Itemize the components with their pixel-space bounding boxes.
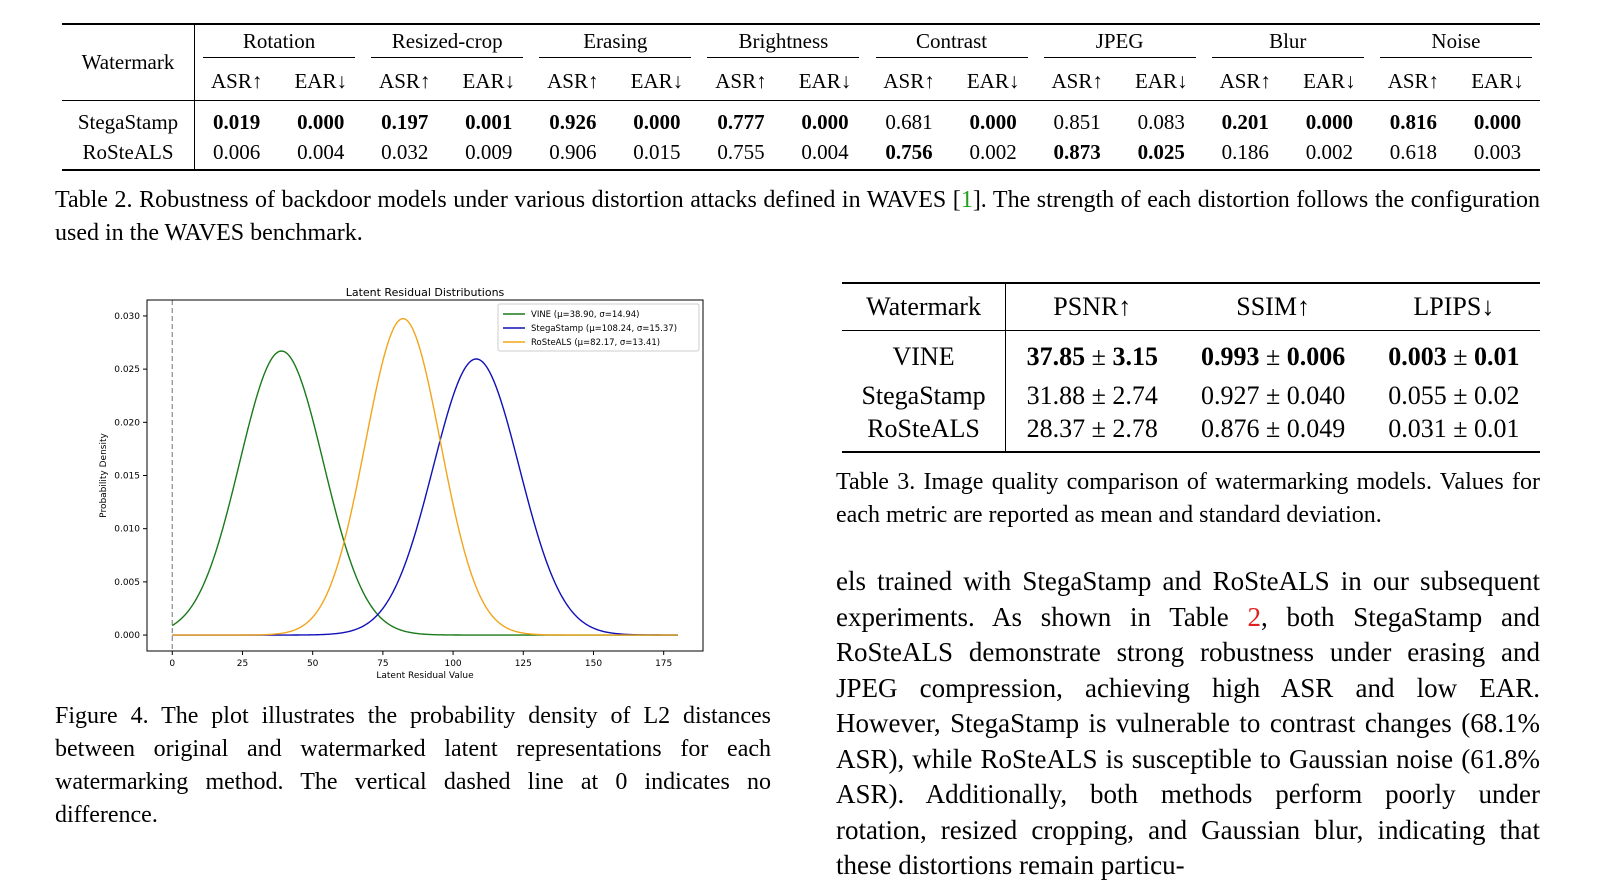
attack-name: Erasing: [539, 29, 691, 58]
x-axis-label: Latent Residual Value: [376, 671, 474, 681]
x-tick-label: 125: [514, 659, 532, 669]
table-cell: 0.926: [531, 101, 614, 140]
table-row: [842, 412, 1540, 452]
table-cell: 0.001: [446, 101, 531, 140]
attack-name: Blur: [1212, 29, 1364, 58]
cell-mean: 0.003: [1388, 342, 1454, 371]
cell-pm: ±: [1265, 342, 1281, 371]
row-label: StegaStamp: [62, 101, 195, 140]
table-cell: 0.004: [783, 139, 868, 170]
attack-group-header: [195, 24, 364, 62]
table-row: [62, 139, 1540, 170]
table-cell: 0.000: [614, 101, 699, 140]
table-cell: 28.37 ± 2.78: [1006, 412, 1179, 452]
metric-header: EAR↓: [294, 68, 347, 93]
table-reference-link[interactable]: 2: [1247, 601, 1262, 632]
table-cell: 0.002: [951, 139, 1036, 170]
row-label: RoSteALS: [842, 412, 1006, 452]
table-cell: [1368, 331, 1540, 380]
x-tick-label: 175: [655, 659, 673, 669]
table-cell: 0.006: [195, 139, 279, 170]
table-subheader-row: [62, 62, 1540, 101]
row-label: RoSteALS: [62, 139, 195, 170]
table-cell: 0.851: [1036, 101, 1119, 140]
table-cell: 0.015: [614, 139, 699, 170]
caption-text: Table 2. Robustness of backdoor models under various distortion attacks defined in WAVES [: [55, 187, 961, 213]
series-line-0: [172, 351, 677, 635]
paragraph-text: els trained with StegaStamp and RoSteALS in our subsequent experiments. As shown in Table: [836, 566, 1540, 632]
table-cell: 0.777: [699, 101, 782, 140]
cell-std: 0.006: [1280, 342, 1346, 371]
table-cell: 0.000: [1287, 101, 1372, 140]
plot-frame: [147, 300, 703, 651]
table-cell: 0.019: [195, 101, 279, 140]
metric-header: EAR↓: [462, 68, 516, 93]
table-cell: 0.618: [1372, 139, 1455, 170]
table-cell: 0.197: [363, 101, 446, 140]
cell-pm: ±: [1091, 342, 1106, 371]
metric-header: ASR↑: [195, 62, 279, 101]
y-tick-label: 0.020: [114, 418, 140, 429]
table-cell: 0.000: [278, 101, 363, 140]
table-cell: 0.004: [278, 139, 363, 170]
figure-4-caption: Figure 4. The plot illustrates the probability density of L2 distances between original and watermarked latent representations for each watermarking method. The vertical dashed line at 0 indicates no difference.: [55, 703, 771, 828]
metric-header: ASR↑: [1219, 68, 1271, 93]
legend-label-1: StegaStamp (μ=108.24, σ=15.37): [531, 324, 678, 334]
x-tick-label: 50: [306, 659, 319, 669]
table-cell: 0.025: [1119, 139, 1204, 170]
citation-link[interactable]: 1: [960, 187, 973, 213]
table-cell: 0.906: [531, 139, 614, 170]
y-tick-label: 0.000: [114, 631, 140, 642]
metric-header: EAR↓: [798, 68, 852, 93]
row-label: VINE: [892, 342, 955, 371]
table-row: [842, 379, 1540, 412]
table-3: [842, 282, 1540, 453]
table-cell: 0.756: [867, 139, 950, 170]
table-2-caption: [55, 184, 1540, 250]
figure-4-chart: [95, 283, 735, 693]
table-cell: 0.000: [951, 101, 1036, 140]
y-tick-label: 0.025: [114, 365, 140, 376]
attack-group-header: [699, 24, 867, 62]
table-cell: 0.000: [1455, 101, 1540, 140]
attack-group-header: [867, 24, 1035, 62]
caption-text: ]. The strength of each distortion follows the configuration used in the WAVES benchmark.: [55, 187, 1540, 246]
table-cell: 31.88 ± 2.74: [1006, 379, 1179, 412]
attack-group-header: [363, 24, 531, 62]
table-cell: [1178, 331, 1367, 380]
table-cell: 0.002: [1287, 139, 1372, 170]
y-axis-label: Probability Density: [99, 433, 109, 518]
column-header: SSIM↑: [1178, 283, 1367, 331]
attack-group-header: [1372, 24, 1540, 62]
table-cell: 0.927 ± 0.040: [1200, 380, 1346, 410]
table-header-row: [62, 24, 1540, 62]
metric-header: ASR↑: [1387, 68, 1440, 93]
metric-header: EAR↓: [966, 68, 1020, 93]
series-line-2: [172, 319, 677, 635]
column-header: PSNR↑: [1006, 283, 1179, 331]
table-cell: 0.873: [1036, 139, 1119, 170]
cell-mean: 37.85: [1026, 342, 1092, 371]
table-cell: 0.032: [363, 139, 446, 170]
table-cell: 0.055 ± 0.02: [1388, 380, 1520, 410]
metric-header: EAR↓: [1134, 68, 1188, 93]
attack-group-header: [531, 24, 699, 62]
table-3-caption: Table 3. Image quality comparison of watermarking models. Values for each metric are reported as mean and standard deviation.: [836, 469, 1540, 528]
cell-pm: ±: [1453, 342, 1468, 371]
attack-name: JPEG: [1044, 29, 1196, 58]
table-2: [62, 23, 1540, 171]
attack-name: Resized-crop: [371, 29, 523, 58]
y-tick-label: 0.015: [114, 471, 140, 482]
table-cell: 0.681: [867, 101, 950, 140]
paragraph-text: , both StegaStamp and RoSteALS demonstrate strong robustness under erasing and JPEG compression, achieving high ASR and low EAR. However, StegaStamp is vulnerable to contrast changes (68.1% ASR), while RoSteALS is susceptible to Gaussian noise (61.8% ASR). Additionally, both methods perform poorly under rotation, resized cropping, and Gaussian blur, indicating that these distortions remain particu-: [836, 601, 1540, 880]
y-tick-label: 0.030: [114, 311, 140, 322]
metric-header: ASR↑: [1051, 68, 1103, 93]
table-cell: 0.186: [1204, 139, 1287, 170]
metric-header: EAR↓: [1303, 68, 1356, 93]
column-header: LPIPS↓: [1368, 283, 1540, 331]
table-cell: 0.003: [1455, 139, 1540, 170]
series-line-1: [172, 359, 677, 635]
metric-header: ASR↑: [883, 68, 935, 93]
x-tick-label: 25: [236, 659, 249, 669]
y-tick-label: 0.010: [114, 524, 140, 535]
legend-label-0: VINE (μ=38.90, σ=14.94): [531, 310, 640, 320]
table-cell: 0.031 ± 0.01: [1368, 412, 1540, 452]
column-header-watermark: Watermark: [62, 24, 195, 101]
metric-header: ASR↑: [715, 68, 767, 93]
metric-header: ASR↑: [379, 68, 431, 93]
x-tick-label: 0: [169, 659, 176, 669]
metric-header: EAR↓: [1471, 68, 1524, 93]
legend-label-2: RoSteALS (μ=82.17, σ=13.41): [531, 338, 661, 348]
cell-std: 0.01: [1467, 342, 1520, 371]
attack-group-header: [1036, 24, 1204, 62]
x-tick-label: 100: [444, 659, 462, 669]
table-cell: 0.009: [446, 139, 531, 170]
attack-group-header: [1204, 24, 1372, 62]
row-label: StegaStamp: [861, 380, 986, 410]
table-header-row: [842, 283, 1540, 331]
x-tick-label: 150: [584, 659, 603, 669]
table-cell: [1006, 331, 1179, 380]
table-row: [842, 331, 1540, 380]
table-cell: 0.083: [1119, 101, 1204, 140]
y-tick-label: 0.005: [114, 577, 140, 588]
body-paragraph: [836, 564, 1540, 884]
table-cell: 0.755: [699, 139, 782, 170]
table-cell: 0.876 ± 0.049: [1178, 412, 1367, 452]
table-cell: 0.201: [1204, 101, 1287, 140]
table-cell: 0.000: [783, 101, 868, 140]
metric-header: EAR↓: [630, 68, 684, 93]
attack-name: Noise: [1380, 29, 1532, 58]
attack-name: Brightness: [707, 29, 859, 58]
table-cell: 0.816: [1372, 101, 1455, 140]
column-header: Watermark: [842, 283, 1006, 331]
chart-title: Latent Residual Distributions: [345, 286, 505, 299]
cell-std: 3.15: [1105, 342, 1158, 371]
cell-mean: 0.993: [1200, 342, 1266, 371]
attack-name: Rotation: [203, 29, 355, 58]
attack-name: Contrast: [876, 29, 1028, 58]
metric-header: ASR↑: [547, 68, 599, 93]
x-tick-label: 75: [377, 659, 389, 669]
table-row: [62, 101, 1540, 140]
